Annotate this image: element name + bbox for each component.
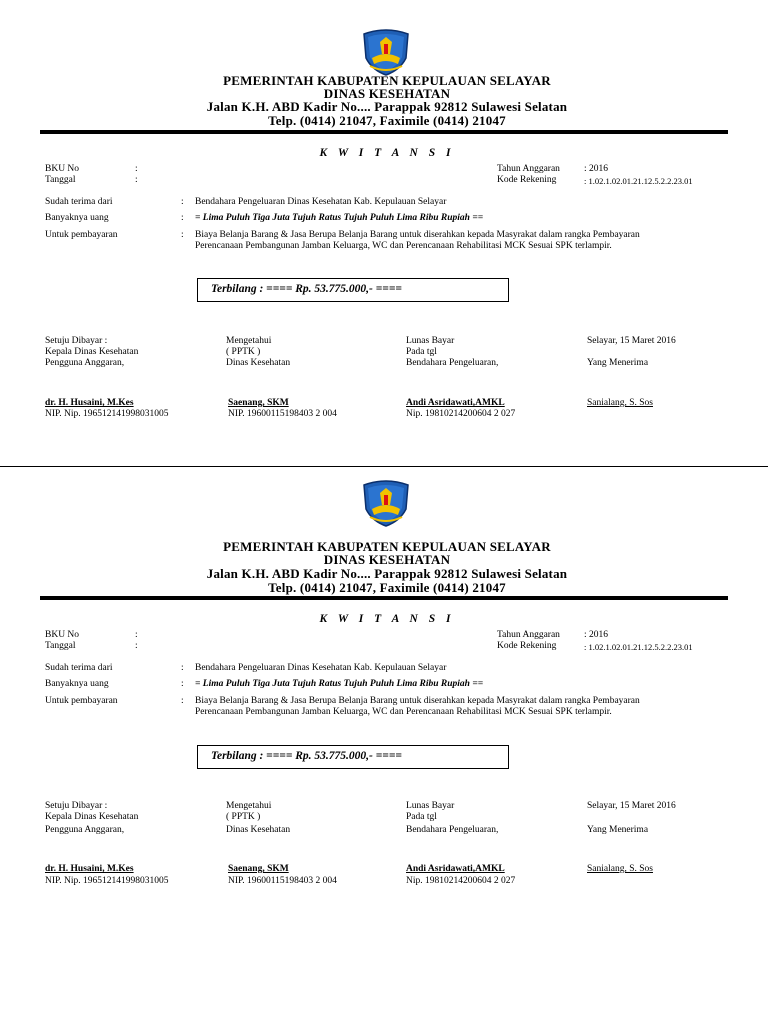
sig2-line-3: Dinas Kesehatan	[226, 825, 291, 835]
receipt-2	[0, 467, 768, 935]
sig2-nip: NIP. 19600115198403 2 004	[228, 409, 337, 419]
tahun-value: : 2016	[584, 164, 609, 174]
header-address: Jalan K.H. ABD Kadir No.... Parappak 92812 Sulawesi Selatan	[206, 99, 568, 114]
header-line-1: PEMERINTAH KABUPATEN KEPULAUAN SELAYAR	[223, 539, 551, 554]
sig3-nip: Nip. 19810214200604 2 027	[406, 876, 516, 886]
sig3-line-3: Bendahara Pengeluaran,	[406, 825, 499, 835]
sig1-nip: NIP. Nip. 196512141998031005	[45, 876, 169, 886]
kode-label: Kode Rekening	[497, 175, 557, 185]
sig4-line-3: Yang Menerima	[587, 825, 649, 835]
sig4-line-1: Selayar, 15 Maret 2016	[587, 336, 676, 346]
header-phone: Telp. (0414) 21047, Faximile (0414) 21047	[268, 113, 506, 128]
sig2-line-2: ( PPTK )	[226, 347, 261, 357]
tanggal-colon: :	[135, 641, 138, 651]
banyak-label: Banyaknya uang	[45, 213, 109, 223]
sig4-name: Sanialang, S. Sos	[587, 398, 653, 408]
header-rule	[40, 596, 728, 600]
sig1-name: dr. H. Husaini, M.Kes	[45, 864, 134, 874]
sig2-name: Saenang, SKM	[228, 864, 289, 874]
tahun-label: Tahun Anggaran	[497, 164, 560, 174]
bku-label: BKU No	[45, 630, 80, 640]
sig1-line-1: Setuju Dibayar :	[45, 336, 108, 346]
sig1-line-3: Pengguna Anggaran,	[45, 825, 125, 835]
terbilang-text: Terbilang : ==== Rp. 53.775.000,- ====	[211, 283, 402, 295]
bku-label: BKU No	[45, 164, 80, 174]
banyak-colon: :	[181, 213, 184, 223]
untuk-line-2: Perencanaan Pembangunan Jamban Keluarga, WC dan Perencanaan Rehabilitasi MCK Sesuai SPK terlampir.	[195, 241, 612, 251]
sig2-nip: NIP. 19600115198403 2 004	[228, 876, 337, 886]
sig2-line-2: ( PPTK )	[226, 812, 261, 822]
regency-emblem-icon	[360, 479, 412, 527]
untuk-line-1: Biaya Belanja Barang & Jasa Berupa Belanja Barang untuk diserahkan kepada Masyrakat dalam rangka Pembayaran	[195, 696, 640, 706]
sig3-line-1: Lunas Bayar	[406, 801, 455, 811]
sig2-line-3: Dinas Kesehatan	[226, 358, 291, 368]
header-rule	[40, 130, 728, 134]
terbilang-box	[197, 278, 509, 302]
untuk-label: Untuk pembayaran	[45, 696, 118, 706]
bku-colon: :	[135, 630, 138, 640]
banyak-value: = Lima Puluh Tiga Juta Tujuh Ratus Tujuh Puluh Lima Ribu Rupiah ==	[195, 679, 484, 689]
sig1-name: dr. H. Husaini, M.Kes	[45, 398, 134, 408]
sig4-line-1: Selayar, 15 Maret 2016	[587, 801, 676, 811]
header-line-2: DINAS KESEHATAN	[323, 86, 451, 101]
sig1-line-2: Kepala Dinas Kesehatan	[45, 812, 139, 822]
sig3-name: Andi Asridawati,AMKL	[406, 864, 505, 874]
sig3-name: Andi Asridawati,AMKL	[406, 398, 505, 408]
tanggal-label: Tanggal	[45, 175, 76, 185]
sudah-value: Bendahara Pengeluaran Dinas Kesehatan Kab. Kepulauan Selayar	[195, 197, 447, 207]
sig3-line-2: Pada tgl	[406, 347, 437, 357]
regency-emblem-icon	[360, 28, 412, 76]
receipt-1	[0, 0, 768, 468]
sig3-line-2: Pada tgl	[406, 812, 437, 822]
untuk-colon: :	[181, 696, 184, 706]
sig3-nip: Nip. 19810214200604 2 027	[406, 409, 516, 419]
sig4-line-3: Yang Menerima	[587, 358, 649, 368]
sig1-line-1: Setuju Dibayar :	[45, 801, 108, 811]
sig1-nip: NIP. Nip. 196512141998031005	[45, 409, 169, 419]
tahun-value: : 2016	[584, 630, 609, 640]
untuk-line-2: Perencanaan Pembangunan Jamban Keluarga, WC dan Perencanaan Rehabilitasi MCK Sesuai SPK terlampir.	[195, 707, 612, 717]
header-phone: Telp. (0414) 21047, Faximile (0414) 21047	[268, 580, 506, 595]
sig4-name: Sanialang, S. Sos	[587, 864, 653, 874]
sig1-line-2: Kepala Dinas Kesehatan	[45, 347, 139, 357]
untuk-colon: :	[181, 230, 184, 240]
header-address: Jalan K.H. ABD Kadir No.... Parappak 92812 Sulawesi Selatan	[206, 566, 568, 581]
banyak-colon: :	[181, 679, 184, 689]
tahun-label: Tahun Anggaran	[497, 630, 560, 640]
header-line-1: PEMERINTAH KABUPATEN KEPULAUAN SELAYAR	[223, 73, 551, 88]
sudah-label: Sudah terima dari	[45, 663, 113, 673]
sudah-colon: :	[181, 663, 184, 673]
sig3-line-3: Bendahara Pengeluaran,	[406, 358, 499, 368]
sig1-line-3: Pengguna Anggaran,	[45, 358, 125, 368]
sig2-name: Saenang, SKM	[228, 398, 289, 408]
bku-colon: :	[135, 164, 138, 174]
sudah-label: Sudah terima dari	[45, 197, 113, 207]
sudah-colon: :	[181, 197, 184, 207]
kode-value: : 1.02.1.02.01.21.12.5.2.2.23.01	[584, 642, 693, 652]
sig3-line-1: Lunas Bayar	[406, 336, 455, 346]
document-title: K W I T A N S I	[319, 147, 455, 159]
terbilang-text: Terbilang : ==== Rp. 53.775.000,- ====	[211, 750, 402, 762]
sig2-line-1: Mengetahui	[226, 336, 272, 346]
sig2-line-1: Mengetahui	[226, 801, 272, 811]
header-line-2: DINAS KESEHATAN	[323, 552, 451, 567]
document-title: K W I T A N S I	[319, 613, 455, 625]
untuk-label: Untuk pembayaran	[45, 230, 118, 240]
sudah-value: Bendahara Pengeluaran Dinas Kesehatan Kab. Kepulauan Selayar	[195, 663, 447, 673]
tanggal-colon: :	[135, 175, 138, 185]
tanggal-label: Tanggal	[45, 641, 76, 651]
kode-label: Kode Rekening	[497, 641, 557, 651]
kode-value: : 1.02.1.02.01.21.12.5.2.2.23.01	[584, 176, 693, 186]
terbilang-box	[197, 745, 509, 769]
untuk-line-1: Biaya Belanja Barang & Jasa Berupa Belanja Barang untuk diserahkan kepada Masyrakat dalam rangka Pembayaran	[195, 230, 640, 240]
banyak-label: Banyaknya uang	[45, 679, 109, 689]
banyak-value: = Lima Puluh Tiga Juta Tujuh Ratus Tujuh Puluh Lima Ribu Rupiah ==	[195, 213, 484, 223]
